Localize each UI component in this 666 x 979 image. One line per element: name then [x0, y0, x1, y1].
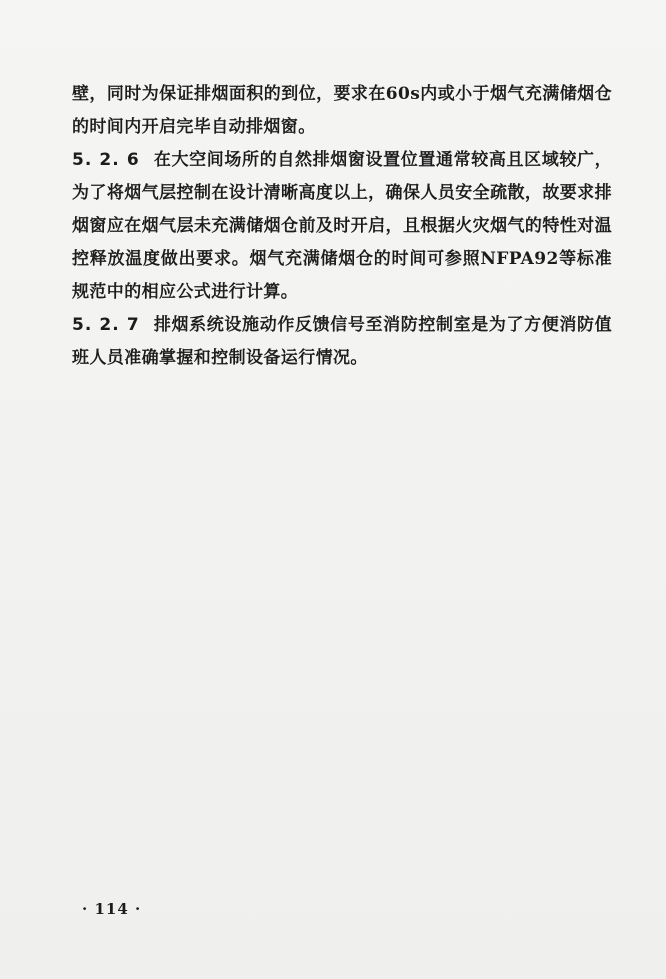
paragraph-text: 壁，同时为保证排烟面积的到位，要求在60s内或小于烟气充满储烟仓的时间内开启完毕自动排烟窗。 [72, 84, 612, 137]
paragraph-5-2-6 [72, 144, 612, 309]
section-number: 5. 2. 7 [72, 315, 140, 335]
paragraph-text: 排烟系统设施动作反馈信号至消防控制室是为了方便消防值班人员准确掌握和控制设备运行情况。 [72, 315, 612, 368]
paragraph-5-2-7 [72, 309, 612, 375]
paragraph-text: 在大空间场所的自然排烟窗设置位置通常较高且区域较广，为了将烟气层控制在设计清晰高度以上，确保人员安全疏散，故要求排烟窗应在烟气层未充满储烟仓前及时开启，且根据火灾烟气的特性对温控释放温度做出要求。烟气充满储烟仓的时间可参照NFPA92等标准规范中的相应公式进行计算。 [72, 150, 612, 302]
section-number: 5. 2. 6 [72, 150, 140, 170]
paragraph-continuation [72, 78, 612, 144]
body-text [72, 78, 612, 375]
page-number: · 114 · [82, 900, 142, 918]
